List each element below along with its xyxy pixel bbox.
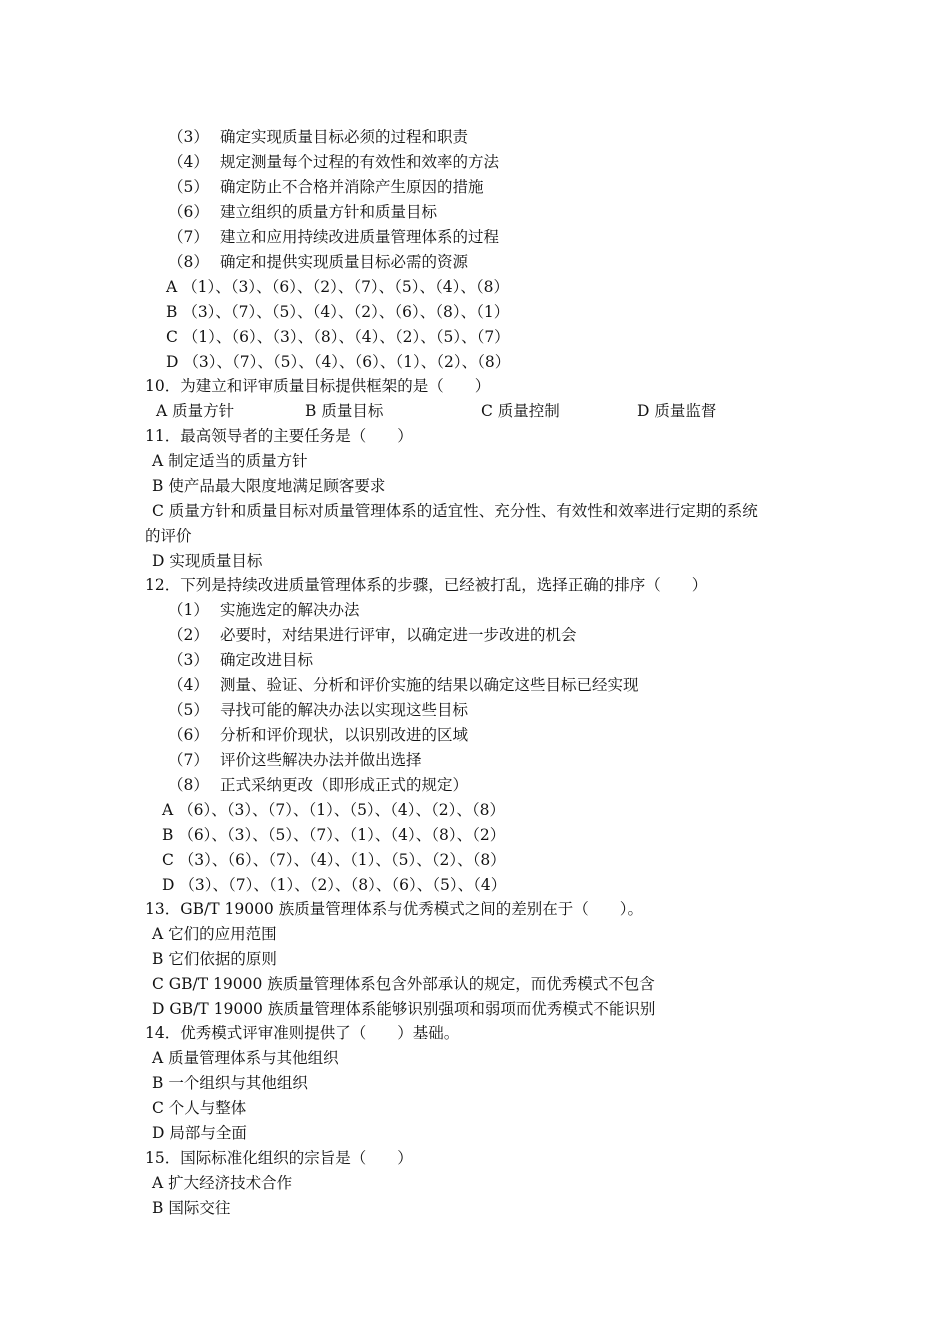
- step-number: （5）: [168, 701, 209, 719]
- q11-option-b: B 使产品最大限度地满足顾客要求: [152, 477, 386, 495]
- q14-option-c: C 个人与整体: [152, 1099, 247, 1117]
- step-number: （5）: [168, 178, 209, 196]
- step-text: 建立和应用持续改进质量管理体系的过程: [220, 228, 500, 246]
- q12-question: 12．下列是持续改进质量管理体系的步骤，已经被打乱，选择正确的排序（ ）: [145, 576, 708, 594]
- step-text: 分析和评价现状，以识别改进的区域: [220, 726, 469, 744]
- q11-option-c-line2: 的评价: [145, 527, 192, 545]
- step-text: 测量、验证、分析和评价实施的结果以确定这些目标已经实现: [220, 676, 639, 694]
- q12-option-d: D （3）、（7）、（1）、（2）、（8）、（6）、（5）、（4）: [162, 876, 507, 894]
- q11-question: 11．最高领导者的主要任务是（ ）: [145, 427, 413, 445]
- q14-question: 14．优秀模式评审准则提供了（ ）基础。: [145, 1024, 460, 1042]
- q13-option-d: D GB/T 19000 族质量管理体系能够识别强项和弱项而优秀模式不能识别: [152, 1000, 656, 1018]
- q14-option-d: D 局部与全面: [152, 1124, 247, 1142]
- step-number: （4）: [168, 676, 209, 694]
- step-text: 确定改进目标: [220, 651, 314, 669]
- q10-option-c: C 质量控制: [481, 402, 560, 420]
- step-number: （8）: [168, 776, 209, 794]
- step-text: 寻找可能的解决办法以实现这些目标: [220, 701, 469, 719]
- q14-option-b: B 一个组织与其他组织: [152, 1074, 308, 1092]
- step-number: （7）: [168, 228, 209, 246]
- step-text: 评价这些解决办法并做出选择: [220, 751, 422, 769]
- step-text: 必要时，对结果进行评审，以确定进一步改进的机会: [220, 626, 577, 644]
- q9-option-d: D （3）、（7）、（5）、（4）、（6）、（1）、（2）、（8）: [166, 353, 511, 371]
- step-text: 实施选定的解决办法: [220, 601, 360, 619]
- q15-question: 15．国际标准化组织的宗旨是（ ）: [145, 1149, 413, 1167]
- step-number: （8）: [168, 253, 209, 271]
- q12-option-b: B （6）、（3）、（5）、（7）、（1）、（4）、（8）、（2）: [162, 826, 506, 844]
- step-number: （2）: [168, 626, 209, 644]
- q15-option-a: A 扩大经济技术合作: [152, 1174, 293, 1192]
- q9-option-a: A （1）、（3）、（6）、（2）、（7）、（5）、（4）、（8）: [166, 278, 510, 296]
- q13-question: 13．GB/T 19000 族质量管理体系与优秀模式之间的差别在于（ ）。: [145, 900, 643, 918]
- q10-option-a: A 质量方针: [156, 402, 235, 420]
- q14-option-a: A 质量管理体系与其他组织: [152, 1049, 339, 1067]
- q13-option-b: B 它们依据的原则: [152, 950, 277, 968]
- q10-question: 10．为建立和评审质量目标提供框架的是（ ）: [145, 377, 491, 395]
- q11-option-a: A 制定适当的质量方针: [152, 452, 308, 470]
- q9-option-b: B （3）、（7）、（5）、（4）、（2）、（6）、（8）、（1）: [166, 303, 510, 321]
- step-text: 确定防止不合格并消除产生原因的措施: [220, 178, 484, 196]
- q12-option-c: C （3）、（6）、（7）、（4）、（1）、（5）、（2）、（8）: [162, 851, 506, 869]
- step-number: （6）: [168, 203, 209, 221]
- step-text: 建立组织的质量方针和质量目标: [220, 203, 438, 221]
- step-number: （7）: [168, 751, 209, 769]
- q9-option-c: C （1）、（6）、（3）、（8）、（4）、（2）、（5）、（7）: [166, 328, 510, 346]
- step-text: 确定和提供实现质量目标必需的资源: [220, 253, 469, 271]
- q13-option-a: A 它们的应用范围: [152, 925, 277, 943]
- q10-option-b: B 质量目标: [305, 402, 384, 420]
- step-number: （3）: [168, 651, 209, 669]
- q10-option-d: D 质量监督: [637, 402, 717, 420]
- step-number: （3）: [168, 128, 209, 146]
- q11-option-c-line1: C 质量方针和质量目标对质量管理体系的适宜性、充分性、有效性和效率进行定期的系统: [152, 502, 758, 520]
- step-text: 规定测量每个过程的有效性和效率的方法: [220, 153, 500, 171]
- q13-option-c: C GB/T 19000 族质量管理体系包含外部承认的规定，而优秀模式不包含: [152, 975, 655, 993]
- step-number: （6）: [168, 726, 209, 744]
- step-number: （4）: [168, 153, 209, 171]
- step-number: （1）: [168, 601, 209, 619]
- q15-option-b: B 国际交往: [152, 1199, 231, 1217]
- q12-option-a: A （6）、（3）、（7）、（1）、（5）、（4）、（2）、（8）: [162, 801, 506, 819]
- step-text: 正式采纳更改（即形成正式的规定）: [220, 776, 469, 794]
- step-text: 确定实现质量目标必须的过程和职责: [220, 128, 469, 146]
- q11-option-d: D 实现质量目标: [152, 552, 263, 570]
